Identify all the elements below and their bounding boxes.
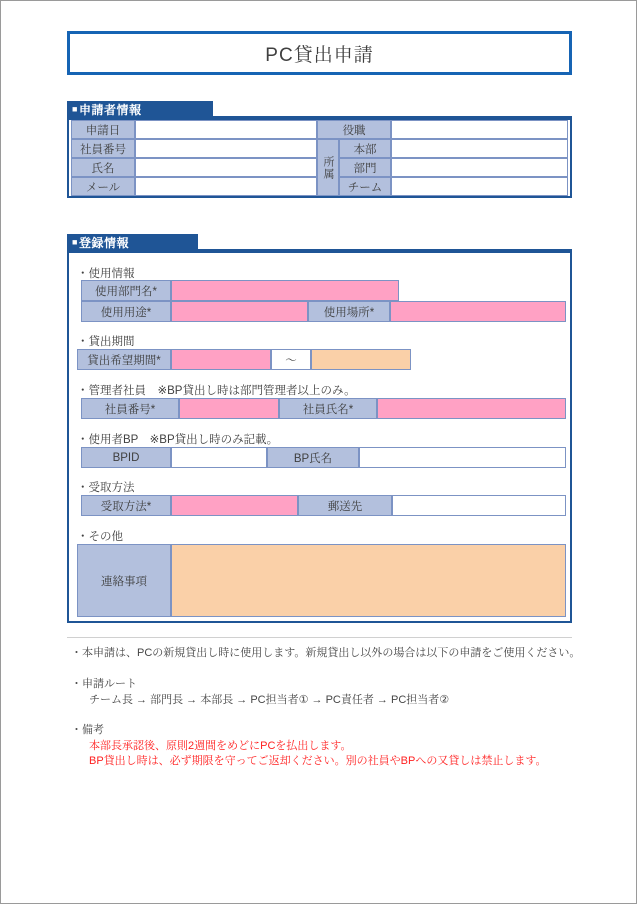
label-manager-employee-name: 社員氏名*	[279, 398, 377, 419]
group-title-receipt: ・受取方法	[77, 482, 135, 494]
input-manager-employee-number[interactable]	[179, 398, 279, 419]
input-department[interactable]	[391, 158, 568, 177]
input-period-end[interactable]	[311, 349, 411, 370]
label-mail: メール	[71, 177, 135, 196]
label-headquarters: 本部	[339, 139, 391, 158]
input-contact-notes[interactable]	[171, 544, 566, 617]
label-manager-employee-number: 社員番号*	[81, 398, 179, 419]
section-header-applicant-label: 申請者情報	[78, 103, 142, 117]
form-title-box	[67, 31, 572, 75]
section-header-registration-label: 登録情報	[78, 236, 129, 250]
input-using-department[interactable]	[171, 280, 399, 301]
note-remarks-line-2: BP貸出し時は、必ず期限を守ってご返却ください。別の社員やBPへの又貸しは禁止します。	[89, 755, 547, 767]
section-header-registration	[67, 234, 198, 251]
group-title-manager: ・管理者社員 ※BP貸出し時は部門管理者以上のみ。	[77, 385, 356, 397]
input-usage-purpose[interactable]	[171, 301, 308, 322]
note-usage-scope: ・本申請は、PCの新規貸出し時に使用します。新規貸出し以外の場合は以下の申請をご使用ください。	[71, 647, 581, 659]
period-range-separator: 〜	[271, 349, 311, 370]
input-receipt-method[interactable]	[171, 495, 298, 516]
label-bp-name: BP氏名	[267, 447, 359, 468]
input-position[interactable]	[391, 120, 568, 139]
label-desired-period: 貸出希望期間*	[77, 349, 171, 370]
input-usage-place[interactable]	[390, 301, 566, 322]
label-application-date: 申請日	[71, 120, 135, 139]
group-title-bp-user: ・使用者BP ※BP貸出し時のみ記載。	[77, 434, 279, 446]
bullet-square-icon: ■	[72, 104, 78, 114]
input-bpid[interactable]	[171, 447, 267, 468]
note-remarks-title: ・備考	[71, 724, 104, 736]
label-usage-place: 使用場所*	[308, 301, 390, 322]
input-mail[interactable]	[135, 177, 317, 196]
note-remarks-line-1: 本部長承認後、原則2週間をめどにPCを払出します。	[89, 740, 352, 752]
form-sheet	[1, 1, 636, 903]
input-headquarters[interactable]	[391, 139, 568, 158]
input-period-start[interactable]	[171, 349, 271, 370]
label-affiliation: 所属	[317, 139, 339, 196]
label-bpid: BPID	[81, 447, 171, 468]
group-title-period: ・貸出期間	[77, 336, 135, 348]
label-team: チーム	[339, 177, 391, 196]
label-employee-number: 社員番号	[71, 139, 135, 158]
label-department: 部門	[339, 158, 391, 177]
input-team[interactable]	[391, 177, 568, 196]
section-header-applicant	[67, 101, 213, 118]
label-receipt-method: 受取方法*	[81, 495, 171, 516]
bullet-square-icon: ■	[72, 237, 78, 247]
group-title-other: ・その他	[77, 531, 123, 543]
input-name[interactable]	[135, 158, 317, 177]
label-usage-purpose: 使用用途*	[81, 301, 171, 322]
label-contact-notes: 連絡事項	[77, 544, 171, 617]
input-bp-name[interactable]	[359, 447, 566, 468]
footer-divider	[67, 637, 572, 638]
input-employee-number[interactable]	[135, 139, 317, 158]
note-route-value: チーム長 → 部門長 → 本部長 → PC担当者① → PC責任者 → PC担当者②	[89, 694, 450, 706]
input-application-date[interactable]	[135, 120, 317, 139]
group-title-usage: ・使用情報	[77, 268, 135, 280]
page-title: PC貸出申請	[265, 44, 374, 66]
label-position: 役職	[317, 120, 391, 139]
label-name: 氏名	[71, 158, 135, 177]
input-manager-employee-name[interactable]	[377, 398, 566, 419]
label-using-department: 使用部門名*	[81, 280, 171, 301]
label-mailing-address: 郵送先	[298, 495, 392, 516]
input-mailing-address[interactable]	[392, 495, 566, 516]
note-route-title: ・申請ルート	[71, 678, 137, 690]
